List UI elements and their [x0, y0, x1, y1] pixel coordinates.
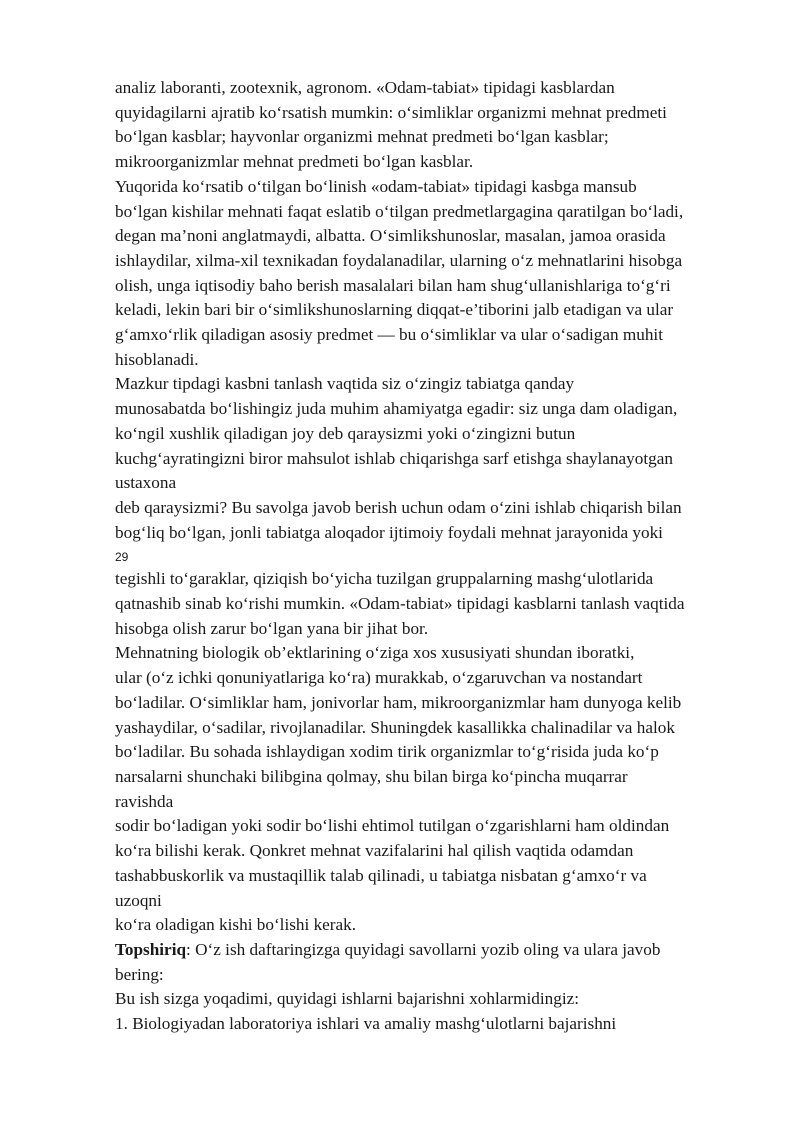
text-line: tegishli to‘garaklar, qiziqish bo‘yicha tuzilgan gruppalarning mashg‘ulotlarida — [115, 569, 654, 589]
text-line: 1. Biologiyadan laboratoriya ishlari va amaliy mashg‘ulotlarni bajarishni — [115, 1014, 617, 1034]
text-line: Yuqorida ko‘rsatib o‘tilgan bo‘linish «odam-tabiat» tipidagi kasbga mansub — [115, 176, 637, 196]
text-line: bog‘liq bo‘lgan, jonli tabiatga aloqador ijtimoiy foydali mehnat jarayonida yoki — [115, 522, 663, 542]
text-line: ustaxona — [115, 473, 177, 493]
text-line: qatnashib sinab ko‘rishi mumkin. «Odam-tabiat» tipidagi kasblarni tanlash vaqtida — [115, 594, 685, 614]
task-label: Topshiriq — [115, 939, 187, 959]
text-line: yashaydilar, o‘sadilar, rivojlanadilar. Shuningdek kasallikka chalinadilar va halok — [115, 717, 675, 737]
body-text — [115, 76, 755, 1037]
text-line: keladi, lekin bari bir o‘simlikshunoslarning diqqat-e’tiborini jalb etadigan va ular — [115, 300, 674, 320]
text-line: Mehnatning biologik ob’ektlarining o‘ziga xos xususiyati shundan iboratki, — [115, 643, 635, 663]
text-line: ravishda — [115, 791, 174, 811]
text-line: sodir bo‘ladigan yoki sodir bo‘lishi ehtimol tutilgan o‘zgarishlarni ham oldindan — [115, 816, 670, 836]
text-line: ishlaydilar, xilma-xil texnikadan foydalanadilar, ularning o‘z mehnatlarini hisobga — [115, 250, 683, 270]
text-line: hisoblanadi. — [115, 349, 199, 369]
task-line — [115, 938, 755, 963]
text-line: Bu ish sizga yoqadimi, quyidagi ishlarni bajarishni xohlarmidingiz: — [115, 989, 579, 1009]
paragraphs-after-page-number — [115, 567, 755, 938]
text-line: ko‘ngil xushlik qiladigan joy deb qaraysizmi yoki o‘zingizni butun — [115, 423, 576, 443]
text-line: ular (o‘z ichki qonuniyatlariga ko‘ra) murakkab, o‘zgaruvchan va nostandart — [115, 668, 643, 688]
text-line: ko‘ra oladigan kishi bo‘lishi kerak. — [115, 915, 357, 935]
text-line: quyidagilarni ajratib ko‘rsatish mumkin: o‘simliklar organizmi mehnat predmeti — [115, 102, 667, 122]
text-line: deb qaraysizmi? Bu savolga javob berish uchun odam o‘zini ishlab chiqarish bilan — [115, 497, 682, 517]
paragraphs-before-page-number — [115, 76, 755, 545]
text-line: bo‘lgan kishilar mehnati faqat eslatib o‘tilgan predmetlargagina qaratilgan bo‘ladi, — [115, 201, 684, 221]
text-line: narsalarni shunchaki bilibgina qolmay, shu bilan birga ko‘pincha muqarrar — [115, 766, 628, 786]
text-line: Mazkur tipdagi kasbni tanlash vaqtida siz o‘zingiz tabiatga qanday — [115, 374, 575, 394]
text-line: g‘amxo‘rlik qiladigan asosiy predmet — bu o‘simliklar va ular o‘sadigan muhit — [115, 325, 663, 345]
task-line-continuation: bering: — [115, 964, 164, 984]
text-line: analiz laboranti, zootexnik, agronom. «Odam-tabiat» tipidagi kasblardan — [115, 78, 615, 97]
text-line: ko‘ra bilishi kerak. Qonkret mehnat vazifalarini hal qilish vaqtida odamdan — [115, 841, 634, 861]
task-text: : O‘z ish daftaringizga quyidagi savollarni yozib oling va ulara javob — [186, 939, 661, 959]
text-line: munosabatda bo‘lishingiz juda muhim ahamiyatga egadir: siz unga dam oladigan, — [115, 399, 678, 419]
text-line: degan ma’noni anglatmaydi, albatta. O‘simlikshunoslar, masalan, jamoa orasida — [115, 226, 666, 246]
page-number: 29 — [115, 550, 129, 565]
text-line: bo‘ladilar. O‘simliklar ham, jonivorlar ham, mikroorganizmlar ham dunyoga kelib — [115, 692, 682, 712]
text-line: uzoqni — [115, 890, 162, 910]
text-line: mikroorganizmlar mehnat predmeti bo‘lgan kasblar. — [115, 152, 474, 172]
text-line: kuchg‘ayratingizni biror mahsulot ishlab chiqarishga sarf etishga shaylanayotgan — [115, 448, 673, 468]
text-line: olish, unga iqtisodiy baho berish masalalari bilan ham shug‘ullanishlariga to‘g‘ri — [115, 275, 671, 295]
question-lines — [115, 987, 755, 1036]
text-line: hisobga olish zarur bo‘lgan yana bir jihat bor. — [115, 618, 429, 638]
text-line: bo‘ladilar. Bu sohada ishlaydigan xodim tirik organizmlar to‘g‘risida juda ko‘p — [115, 742, 659, 762]
text-line: bo‘lgan kasblar; hayvonlar organizmi mehnat predmeti bo‘lgan kasblar; — [115, 127, 609, 147]
text-line: tashabbuskorlik va mustaqillik talab qilinadi, u tabiatga nisbatan g‘amxo‘r va — [115, 865, 647, 885]
